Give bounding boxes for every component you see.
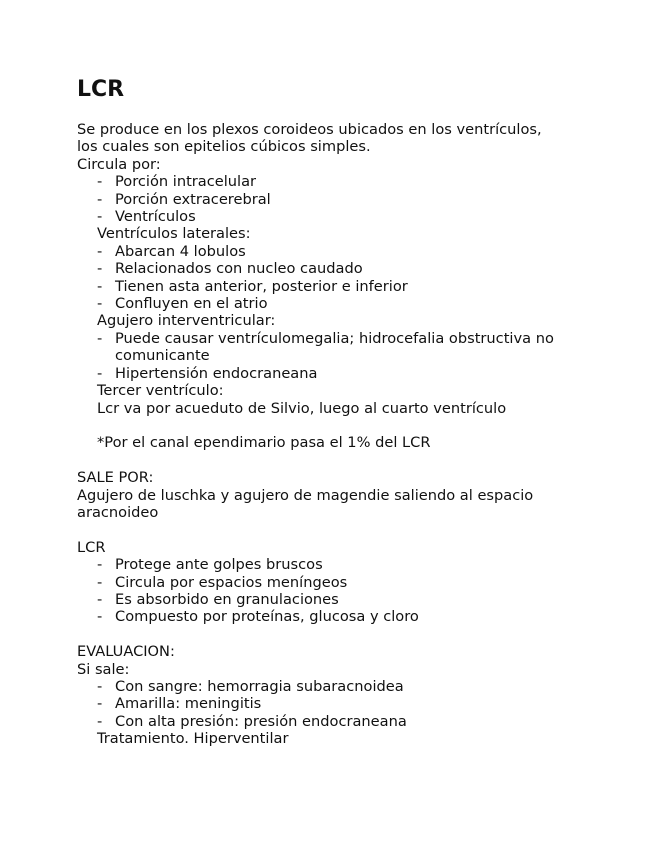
list-item [77, 713, 577, 730]
intro-line-2: los cuales son epitelios cúbicos simples. [77, 138, 371, 156]
tratamiento-text: Tratamiento. Hiperventilar [97, 730, 289, 748]
dash-bullet: - [97, 677, 103, 695]
list-item-text: Puede causar ventrículomegalia; hidrocefalia obstructiva no comunicante [115, 329, 554, 365]
dash-bullet: - [97, 190, 103, 208]
list-item-text: Con alta presión: presión endocraneana [115, 712, 407, 730]
evaluacion-subheading: Si sale: [77, 660, 130, 678]
spacer [77, 417, 577, 434]
document-title: LCR [77, 77, 125, 102]
list-item [77, 678, 577, 695]
list-item [77, 608, 577, 625]
sale-heading: SALE POR: [77, 469, 154, 487]
spacer [77, 452, 577, 469]
list-item-text: Protege ante golpes bruscos [115, 556, 323, 574]
list-item-text: Abarcan 4 lobulos [115, 242, 246, 260]
dash-bullet: - [97, 260, 103, 278]
list-item-text: Porción intracelular [115, 173, 257, 191]
laterales-heading: Ventrículos laterales: [97, 225, 251, 243]
spacer [77, 103, 577, 121]
list-item [77, 260, 577, 277]
list-item-text: Porción extracerebral [115, 190, 271, 208]
list-item [77, 173, 577, 190]
dash-bullet: - [97, 277, 103, 295]
list-item-text: Confluyen en el atrio [115, 295, 268, 313]
sale-text: Agujero de luschka y agujero de magendie saliendo al espacio aracnoideo [77, 486, 534, 521]
list-item-text: Es absorbido en granulaciones [115, 590, 339, 608]
tercer-heading: Tercer ventrículo: [97, 382, 224, 400]
agujero-heading: Agujero interventricular: [97, 312, 276, 330]
laterales-list [77, 243, 577, 313]
list-item-text: Con sangre: hemorragia subaracnoidea [115, 677, 404, 695]
dash-bullet: - [97, 556, 103, 574]
lcr-heading: LCR [77, 538, 106, 556]
tercer-text: Lcr va por acueduto de Silvio, luego al cuarto ventrículo [97, 399, 507, 417]
document-page [77, 77, 577, 748]
list-item-text: Tienen asta anterior, posterior e inferior [115, 277, 408, 295]
dash-bullet: - [97, 573, 103, 591]
dash-bullet: - [97, 608, 103, 626]
list-item [77, 574, 577, 591]
list-item [77, 556, 577, 573]
list-item-text: Hipertensión endocraneana [115, 364, 318, 382]
list-item-text: Amarilla: meningitis [115, 695, 262, 713]
dash-bullet: - [97, 208, 103, 226]
circula-label: Circula por: [77, 155, 161, 173]
evaluacion-heading: EVALUACION: [77, 643, 175, 661]
dash-bullet: - [97, 590, 103, 608]
list-item [77, 295, 577, 312]
list-item [77, 330, 577, 365]
note-text: *Por el canal ependimario pasa el 1% del LCR [97, 434, 431, 452]
list-item [77, 278, 577, 295]
dash-bullet: - [97, 173, 103, 191]
list-item-text: Ventrículos [115, 208, 196, 226]
agujero-list [77, 330, 577, 382]
list-item [77, 191, 577, 208]
intro-line-1: Se produce en los plexos coroideos ubicados en los ventrículos, [77, 121, 542, 138]
dash-bullet: - [97, 695, 103, 713]
dash-bullet: - [97, 364, 103, 382]
dash-bullet: - [97, 295, 103, 313]
dash-bullet: - [97, 329, 103, 347]
spacer [77, 626, 577, 643]
list-item-text: Relacionados con nucleo caudado [115, 260, 363, 278]
evaluacion-list [77, 678, 577, 730]
list-item-text: Circula por espacios meníngeos [115, 573, 348, 591]
list-item [77, 365, 577, 382]
list-item [77, 591, 577, 608]
list-item [77, 695, 577, 712]
list-item [77, 243, 577, 260]
lcr-list [77, 556, 577, 626]
circula-list [77, 173, 577, 225]
list-item [77, 208, 577, 225]
list-item-text: Compuesto por proteínas, glucosa y cloro [115, 608, 419, 626]
spacer [77, 521, 577, 538]
dash-bullet: - [97, 712, 103, 730]
dash-bullet: - [97, 242, 103, 260]
